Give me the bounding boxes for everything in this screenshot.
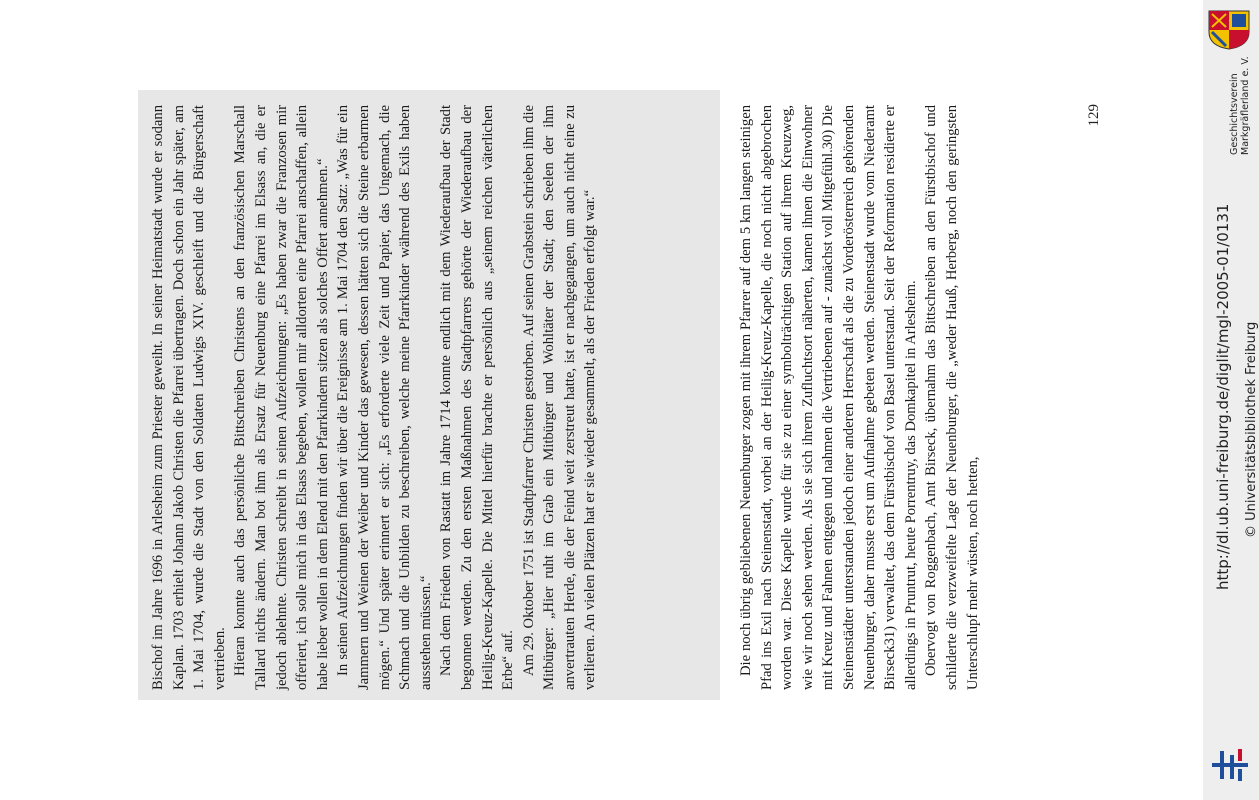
paragraph: Nach dem Frieden von Rastatt im Jahre 1714 konnte endlich mit dem Wiederaufbau der Stadt begonnen werden. Zu den ersten Maßnahmen des Stadtpfarrers gehörte der Wiederaufbau der Heilig-Kreuz-Kapelle. Die Mittel hierfür brachte er persönlich aus „seinem reichen väterlichen Erbe“ auf. bbox=[438, 105, 517, 690]
university-library-logo-icon[interactable] bbox=[1210, 745, 1250, 785]
paragraph: In seinen Aufzeichnungen finden wir über die Ereignisse am 1. Mai 1704 den Satz: „Was für ein Jammern und Weinen der Weiber und Kinder das gewesen, dessen hätten sich die Steine erbarmen mögen.“ Und später erinnert er sich: „Es erforderte viele Zeit und Papier, das Ungemach, die Schmach und die Unbilden zu beschreiben, welche meine Pfarrkinder während des Exils haben ausstehen müssen.“ bbox=[335, 105, 434, 690]
text-block-upper bbox=[148, 105, 601, 690]
paragraph: Am 29. Oktober 1751 ist Stadtpfarrer Christen gestorben. Auf seinen Grabstein schrieben ihm die Mitbürger: „Hier ruht im Grab ein Mitbürger und Wohltäter der Stadt; den Seelen der ihm anvertrauten Herde, die der Feind weit zerstreut hatte, ist er nachgegangen, um auch nicht eine zu verlieren. An vielen Plätzen hat er sie wieder gesammelt, als der Frieden erfolgt war.“ bbox=[520, 105, 599, 690]
paragraph: Obervogt von Roggenbach, Amt Birseck, übernahm das Bittschreiben an den Fürstbischof und schilderte die verzweifelte Lage der Neuenburger, die „weder Hauß, Herberg, noch den geringsten Unterschlupf mehr wüsten, noch hetten, bbox=[923, 105, 981, 690]
society-name-line1: Geschichtsverein bbox=[1229, 73, 1240, 155]
paragraph: Bischof im Jahre 1696 in Arlesheim zum Priester geweiht. In seiner Heimatstadt wurde er sodann Kaplan. 1703 erhielt Johann Jakob Christen die Pfarrei übertragen. Doch schon ein Jahr später, am 1. Mai 1704, wurde die Stadt von den Soldaten Ludwigs XIV. geschleift und die Bürgerschaft vertrieben. bbox=[150, 105, 228, 690]
paragraph: Hieran konnte auch das persönliche Bittschreiben Christens an den französischen Marschall Tallard nichts ändern. Man bot ihm als Ersatz für Neuenburg eine Pfarrei im Elsass an, die er jedoch ablehnte. Christen schreibt in seinen Aufzeichnungen: „Es haben zwar die Franzosen mir offeriert, ich solle mich in das Elsass begeben, wollen mir alldorten eine Pfarrei anschaffen, allein habe lieber wollen in dem Elend mit den Pfarrkindern sitzen als solches Offert annehmen.“ bbox=[232, 105, 331, 690]
paragraph: Die noch übrig gebliebenen Neuenburger zogen mit ihrem Pfarrer auf dem 5 km langen steinigen Pfad ins Exil nach Steinenstadt, vorbei an der Heilig-Kreuz-Kapelle, die noch nicht abgebrochen worden war. Diese Kapelle wurde für sie zu einer symbolträchtigen Station auf ihrem Kreuzweg, wie wir noch sehen werden. Als sie sich ihrem Zufluchtsort näherten, kamen ihnen die Einwohner mit Kreuz und Fahnen entgegen und nahmen die Vertriebenen auf - zunächst voll Mitgefühl.30) Die Steinenstädter unterstanden jedoch einer anderen Herrschaft als die zu Vorderösterreich gehörenden Neuenburger, daher musste erst um Aufnahme gebeten werden. Steinenstadt wurde vom Niederamt Birseck31) verwaltet, das dem Fürstbischof von Basel unterstand. Seit der Reformation residierte er allerdings in Pruntrut, heute Porrentruy, das Domkapitel in Arlesheim. bbox=[738, 105, 919, 690]
copyright-text: © Universitätsbibliothek Freiburg bbox=[1244, 321, 1259, 538]
document-url-link[interactable]: http://dl.ub.uni-freiburg.de/diglit/mgl-2005-01/0131 bbox=[1214, 203, 1232, 590]
page-number: 129 bbox=[1086, 104, 1102, 127]
society-name-line2: Markgräflerland e. V. bbox=[1240, 56, 1251, 155]
coat-of-arms-icon bbox=[1206, 8, 1252, 50]
rotated-scan bbox=[138, 90, 1102, 700]
text-block-lower bbox=[736, 105, 983, 690]
